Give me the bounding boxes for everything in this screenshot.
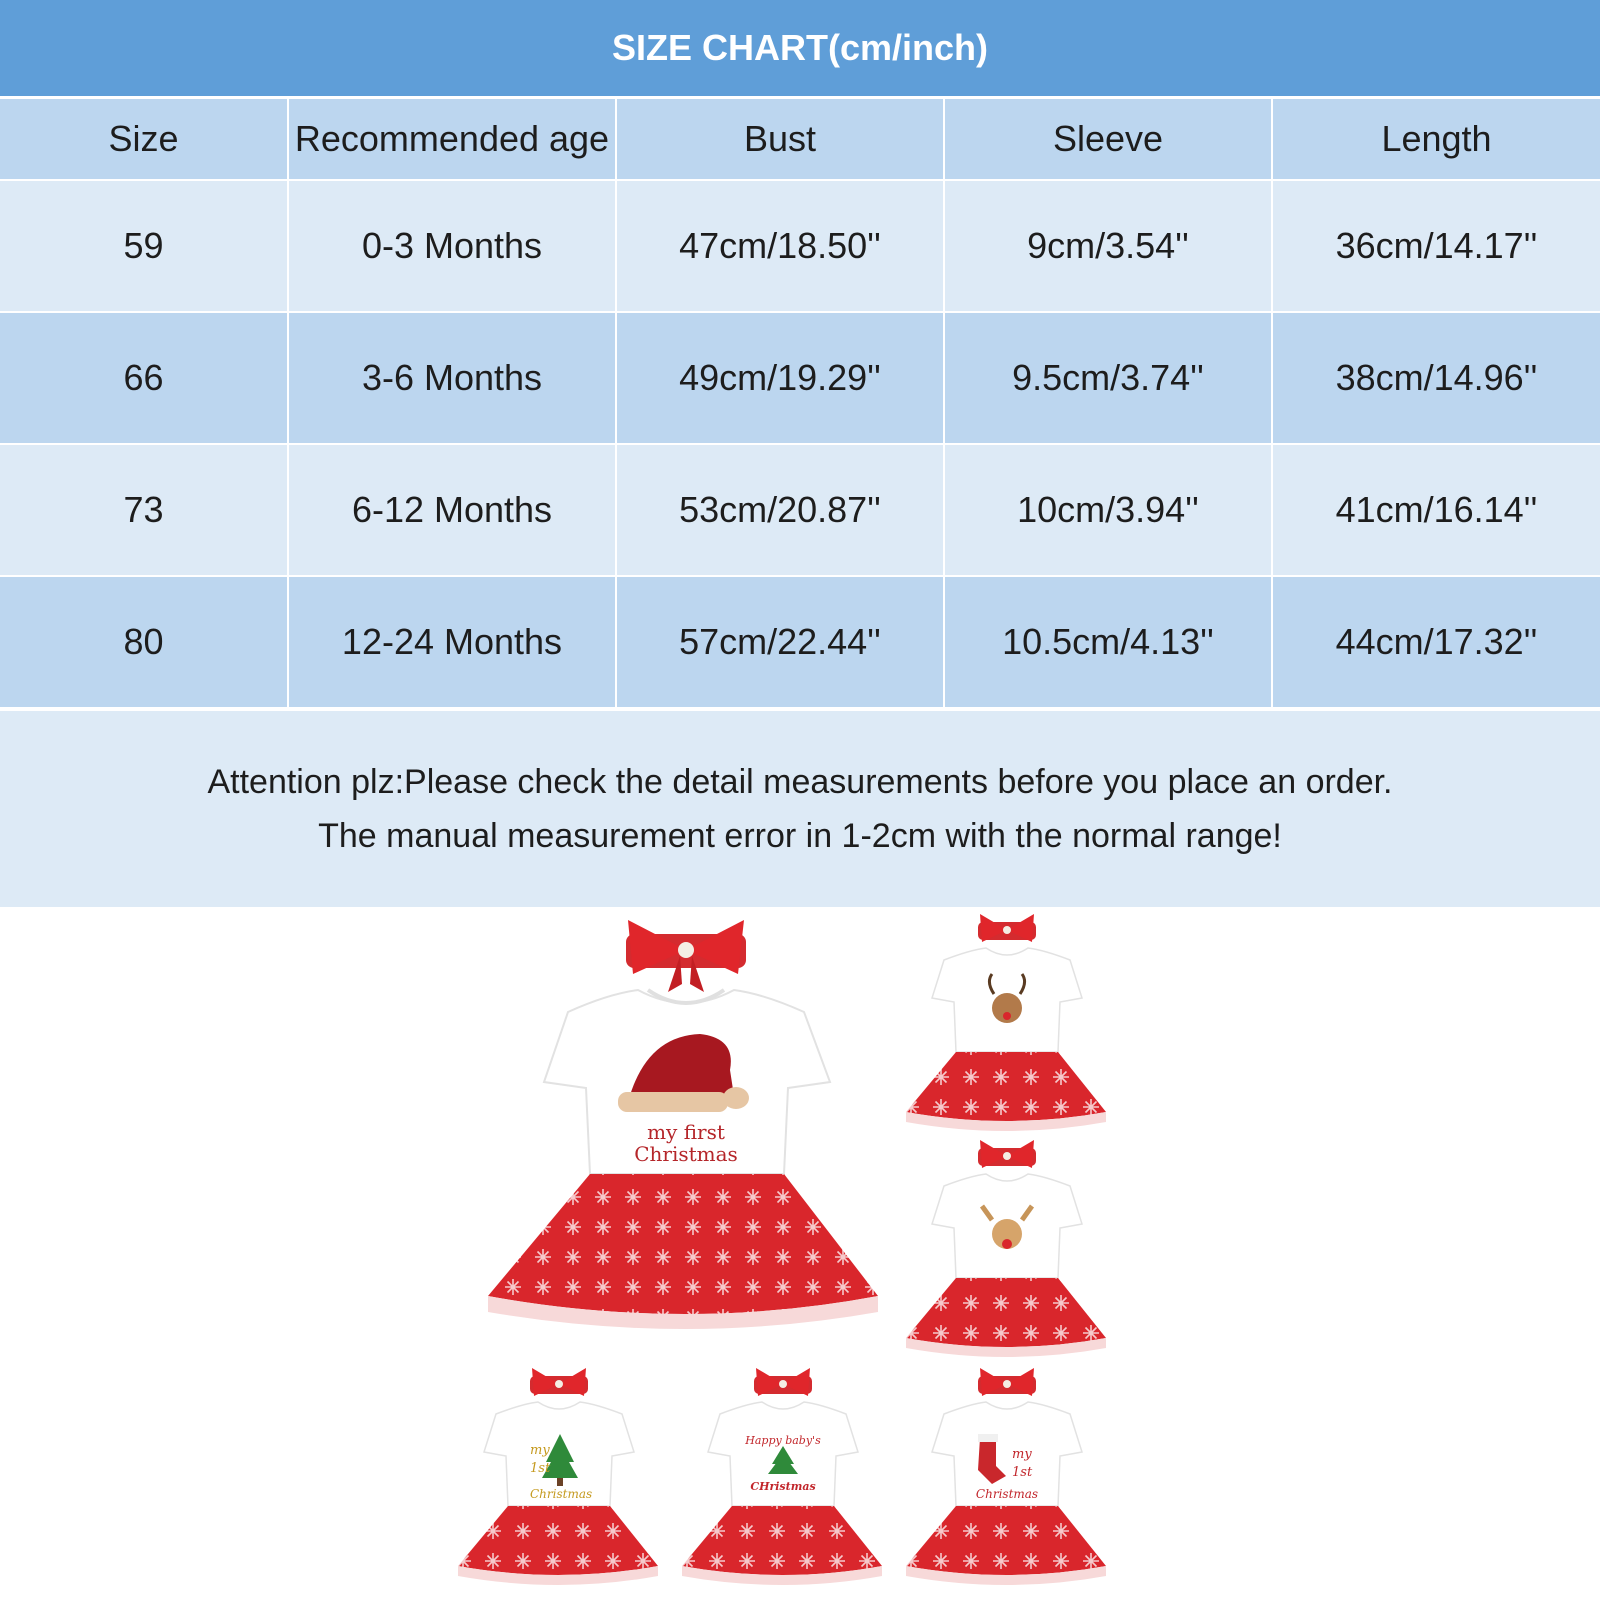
age-cell: 12-24 Months <box>289 577 617 709</box>
age-cell: 0-3 Months <box>289 181 617 313</box>
sleeve-cell: 9cm/3.54'' <box>945 181 1273 313</box>
header-length: Length <box>1273 99 1600 181</box>
dress-photo-reindeer-hat <box>896 912 1116 1138</box>
dress-photo-happy-christmas <box>672 1366 892 1592</box>
dress-photo-christmas-tree <box>448 1366 668 1592</box>
length-cell: 44cm/17.32'' <box>1273 577 1600 709</box>
dress-print-line-1: my first <box>647 1120 725 1144</box>
headband-bow-icon <box>530 1368 588 1396</box>
age-cell: 6-12 Months <box>289 445 617 577</box>
sleeve-cell: 9.5cm/3.74'' <box>945 313 1273 445</box>
bust-cell: 53cm/20.87'' <box>617 445 945 577</box>
attention-line-1: Attention plz:Please check the detail measurements before you place an order. <box>207 763 1393 801</box>
attention-note <box>0 711 1600 907</box>
table-row <box>0 445 1600 577</box>
dress-photo-stocking <box>896 1366 1116 1592</box>
size-chart-title: SIZE CHART(cm/inch) <box>0 0 1600 96</box>
header-sleeve: Sleeve <box>945 99 1273 181</box>
sleeve-cell: 10.5cm/4.13'' <box>945 577 1273 709</box>
header-size: Size <box>0 99 289 181</box>
bust-cell: 49cm/19.29'' <box>617 313 945 445</box>
bust-cell: 57cm/22.44'' <box>617 577 945 709</box>
dress-print-line-2: 1st <box>1012 1465 1033 1480</box>
size-cell: 80 <box>0 577 289 709</box>
size-cell: 59 <box>0 181 289 313</box>
header-bust: Bust <box>617 99 945 181</box>
table-header-row <box>0 99 1600 181</box>
header-recommended-age: Recommended age <box>289 99 617 181</box>
dress-photo-santa-hat <box>468 912 888 1342</box>
dress-print-line-1: Happy baby's <box>745 1434 821 1447</box>
age-cell: 3-6 Months <box>289 313 617 445</box>
table-row <box>0 313 1600 445</box>
length-cell: 38cm/14.96'' <box>1273 313 1600 445</box>
dress-print-line-2: Christmas <box>634 1142 738 1166</box>
headband-bow-icon <box>978 1368 1036 1396</box>
dress-print-line-2: CHristmas <box>750 1480 816 1493</box>
sleeve-cell: 10cm/3.94'' <box>945 445 1273 577</box>
headband-bow-icon <box>626 920 746 992</box>
dress-photo-reindeer-face <box>896 1138 1116 1364</box>
size-cell: 66 <box>0 313 289 445</box>
length-cell: 41cm/16.14'' <box>1273 445 1600 577</box>
bust-cell: 47cm/18.50'' <box>617 181 945 313</box>
length-cell: 36cm/14.17'' <box>1273 181 1600 313</box>
dress-print-line-3: Christmas <box>530 1487 593 1501</box>
table-row <box>0 181 1600 313</box>
dress-print-line-3: Christmas <box>975 1487 1039 1501</box>
dress-print-line-1: my <box>530 1443 550 1458</box>
attention-line-2: The manual measurement error in 1-2cm with the normal range! <box>318 817 1282 855</box>
headband-bow-icon <box>754 1368 812 1396</box>
headband-bow-icon <box>978 1140 1036 1168</box>
headband-bow-icon <box>978 914 1036 942</box>
table-row <box>0 577 1600 709</box>
dress-print-line-1: my <box>1012 1447 1032 1462</box>
size-cell: 73 <box>0 445 289 577</box>
dress-print-line-2: 1st <box>530 1461 551 1476</box>
